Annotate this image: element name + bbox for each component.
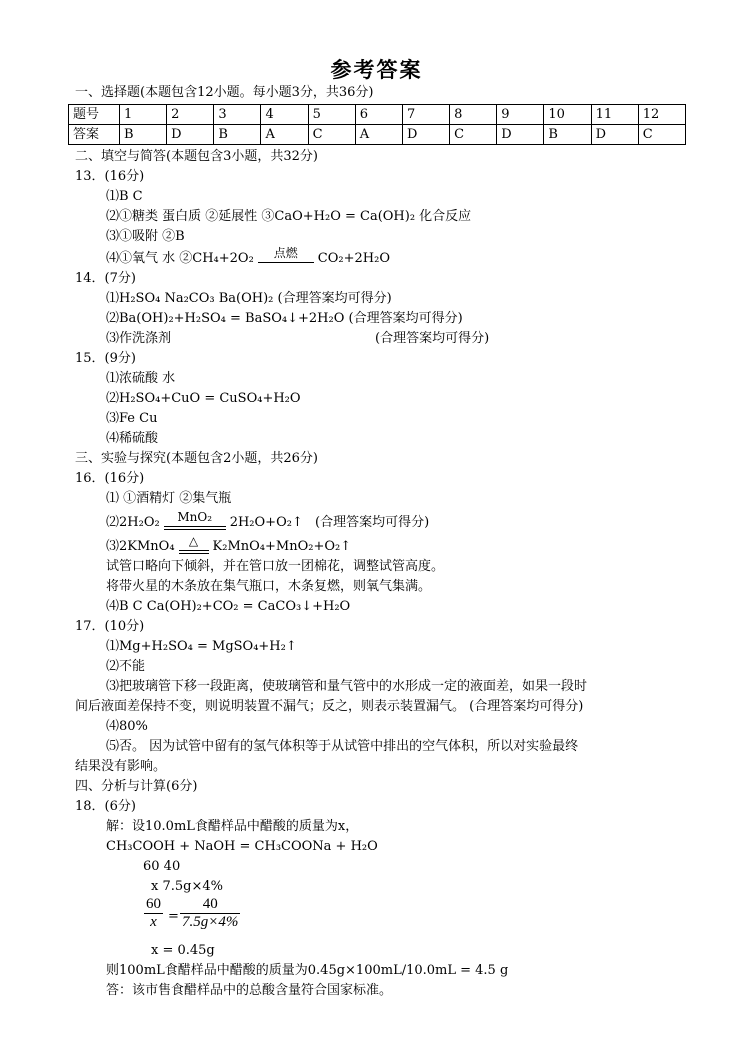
q18-equation: CH₃COOH + NaOH = CH₃COONa + H₂O bbox=[106, 839, 378, 854]
equation-reactants: ⑷①氧气 水 ②CH₄+2O₂ bbox=[106, 251, 254, 266]
table-cell: 4 bbox=[261, 105, 308, 125]
q16-line: 试管口略向下倾斜，并在管口放一团棉花，调整试管高度。 bbox=[106, 559, 445, 574]
q13-line bbox=[106, 246, 390, 268]
table-cell: B bbox=[120, 125, 167, 145]
q17-line: ⑵不能 bbox=[106, 659, 146, 674]
page-title: 参考答案 bbox=[330, 58, 423, 82]
table-row bbox=[69, 125, 686, 145]
q14-line: ⑴H₂SO₄ Na₂CO₃ Ba(OH)₂ (合理答案均可得分) bbox=[106, 291, 392, 306]
q17-line: ⑷80% bbox=[106, 719, 148, 734]
fraction-left bbox=[144, 896, 163, 931]
table-cell: A bbox=[261, 125, 308, 145]
q13-line: ⑵①糖类 蛋白质 ②延展性 ③CaO+H₂O = Ca(OH)₂ 化合反应 bbox=[106, 209, 472, 224]
q14-line: ⑵Ba(OH)₂+H₂SO₄ = BaSO₄↓+2H₂O (合理答案均可得分) bbox=[106, 311, 463, 326]
fraction-right bbox=[180, 896, 240, 931]
q15-line: ⑶Fe Cu bbox=[106, 411, 158, 426]
table-cell: 1 bbox=[120, 105, 167, 125]
row-label-answer: 答案 bbox=[69, 125, 120, 145]
section-2-heading: 二、填空与简答(本题包含3小题，共32分) bbox=[75, 149, 318, 164]
table-cell: C bbox=[638, 125, 685, 145]
q14-note: (合理答案均可得分) bbox=[375, 331, 490, 346]
table-cell: 12 bbox=[638, 105, 685, 125]
q16-line bbox=[106, 510, 303, 532]
q18-line: 则100mL食醋样品中醋酸的质量为0.45g×100mL/10.0mL = 4.5 g bbox=[106, 963, 509, 978]
q17-line: ⑸否。 因为试管中留有的氢气体积等于从试管中排出的空气体积，所以对实验最终 bbox=[106, 739, 579, 754]
condition-label: 点燃 bbox=[273, 246, 298, 260]
q16-line: ⑴ ①酒精灯 ②集气瓶 bbox=[106, 491, 232, 506]
table-cell: 11 bbox=[591, 105, 638, 125]
table-cell: D bbox=[402, 125, 449, 145]
q16-note: (合理答案均可得分) bbox=[315, 515, 430, 530]
table-cell: 10 bbox=[544, 105, 591, 125]
q18-conclusion: 答：该市售食醋样品中的总酸含量符合国家标准。 bbox=[106, 983, 393, 998]
table-cell: A bbox=[355, 125, 402, 145]
q18-ratio-top: 60 40 bbox=[143, 859, 181, 874]
equation-products: CO₂+2H₂O bbox=[317, 251, 390, 266]
q16-heading: 16．(16分) bbox=[75, 471, 145, 486]
q13-heading: 13．(16分) bbox=[75, 169, 145, 184]
q16-line: 将带火星的木条放在集气瓶口，木条复燃，则氧气集满。 bbox=[106, 579, 432, 594]
reaction-condition bbox=[179, 534, 209, 556]
q13-line: ⑶①吸附 ②B bbox=[106, 229, 185, 244]
q17-line: ⑶把玻璃管下移一段距离，使玻璃管和量气管中的水形成一定的液面差，如果一段时 bbox=[106, 679, 588, 694]
equation-products: K₂MnO₄+MnO₂+O₂↑ bbox=[212, 539, 352, 554]
reaction-condition bbox=[164, 510, 226, 532]
table-cell: D bbox=[167, 125, 214, 145]
q15-line: ⑷稀硫酸 bbox=[106, 431, 159, 446]
equation-reactants: ⑶2KMnO₄ bbox=[106, 539, 175, 554]
condition-label: △ bbox=[188, 534, 199, 548]
table-cell: 9 bbox=[497, 105, 544, 125]
q16-line: ⑷B C Ca(OH)₂+CO₂ = CaCO₃↓+H₂O bbox=[106, 599, 351, 614]
row-label-number: 题号 bbox=[69, 105, 120, 125]
q17-line: 间后液面差保持不变，则说明装置不漏气；反之，则表示装置漏气。 (合理答案均可得分) bbox=[75, 699, 584, 714]
table-cell: 5 bbox=[308, 105, 355, 125]
q13-line: ⑴B C bbox=[106, 189, 143, 204]
q14-line: ⑶作洗涤剂 bbox=[106, 331, 172, 346]
table-cell: B bbox=[214, 125, 261, 145]
q16-line bbox=[106, 534, 352, 556]
table-cell: 2 bbox=[167, 105, 214, 125]
section-1-heading: 一、选择题(本题包含12小题。每小题3分，共36分) bbox=[75, 85, 374, 100]
reaction-condition bbox=[258, 246, 314, 268]
fraction-numerator: 40 bbox=[202, 896, 218, 912]
q17-line: 结果没有影响。 bbox=[75, 759, 167, 774]
q15-heading: 15．(9分) bbox=[75, 351, 136, 366]
fraction-denominator: 7.5g×4% bbox=[182, 914, 239, 930]
table-cell: D bbox=[497, 125, 544, 145]
table-cell: B bbox=[544, 125, 591, 145]
table-cell: C bbox=[308, 125, 355, 145]
q14-heading: 14．(7分) bbox=[75, 271, 136, 286]
equation-products: 2H₂O+O₂↑ bbox=[229, 515, 303, 530]
answer-table bbox=[68, 104, 686, 145]
fraction-denominator: x bbox=[144, 913, 163, 931]
table-cell: 3 bbox=[214, 105, 261, 125]
q17-line: ⑴Mg+H₂SO₄ = MgSO₄+H₂↑ bbox=[106, 639, 297, 654]
q15-line: ⑴浓硫酸 水 bbox=[106, 371, 176, 386]
q15-line: ⑵H₂SO₄+CuO = CuSO₄+H₂O bbox=[106, 391, 301, 406]
equals-sign: = bbox=[168, 909, 179, 924]
q18-heading: 18．(6分) bbox=[75, 799, 136, 814]
section-4-heading: 四、分析与计算(6分) bbox=[75, 779, 198, 794]
fraction-numerator: 60 bbox=[146, 896, 161, 912]
table-cell: 8 bbox=[450, 105, 497, 125]
table-cell: C bbox=[450, 125, 497, 145]
table-cell: 6 bbox=[355, 105, 402, 125]
table-row bbox=[69, 105, 686, 125]
table-cell: D bbox=[591, 125, 638, 145]
section-3-heading: 三、实验与探究(本题包含2小题，共26分) bbox=[75, 451, 318, 466]
q18-line: x = 0.45g bbox=[151, 943, 215, 958]
table-cell: 7 bbox=[402, 105, 449, 125]
q17-heading: 17．(10分) bbox=[75, 619, 145, 634]
q18-line: 解：设10.0mL食醋样品中醋酸的质量为x， bbox=[106, 819, 359, 834]
equation-reactants: ⑵2H₂O₂ bbox=[106, 515, 160, 530]
q18-ratio-bottom: x 7.5g×4% bbox=[151, 879, 223, 894]
condition-label: MnO₂ bbox=[177, 510, 213, 524]
